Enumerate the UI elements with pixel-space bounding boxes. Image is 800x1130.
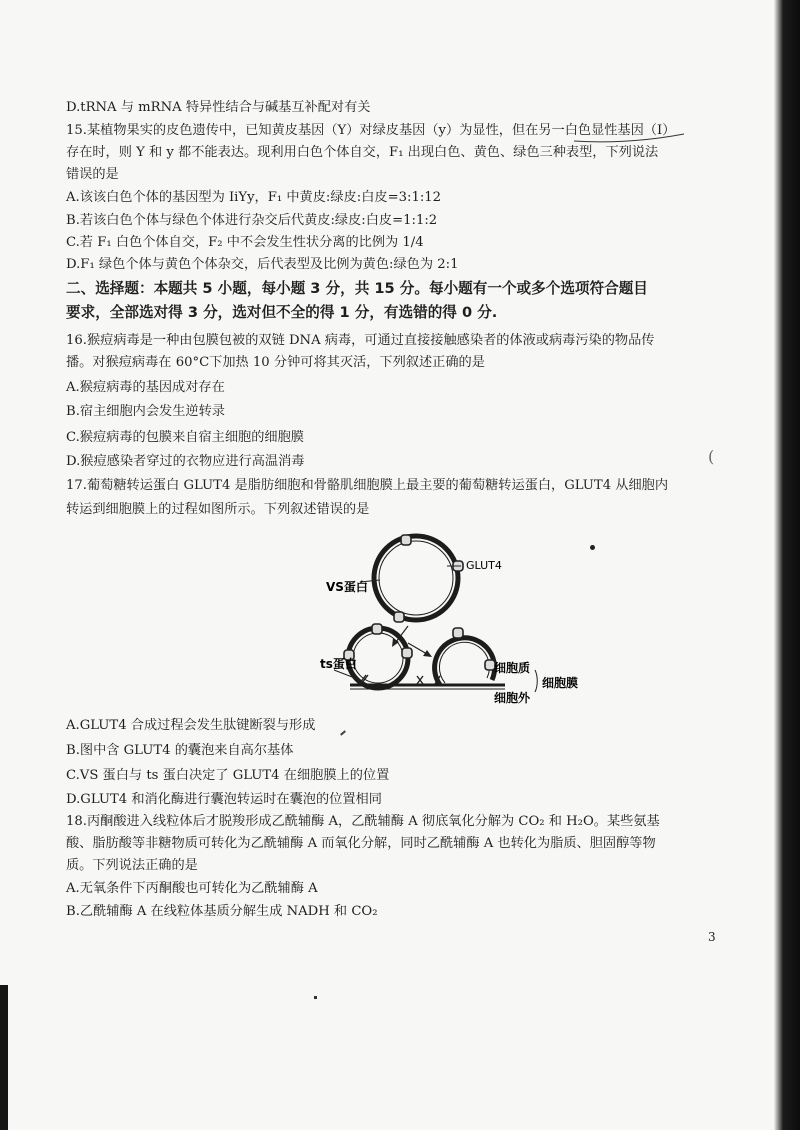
section-2-heading-line2: 要求，全部选对得 3 分，选对但不全的得 1 分，有选错的得 0 分.	[66, 304, 498, 321]
q15-option-b: B.若该白色个体与绿色个体进行杂交后代黄皮:绿皮:白皮=1:1:2	[66, 213, 438, 228]
q15-option-c: C.若 F₁ 白色个体自交，F₂ 中不会发生性状分离的比例为 1/4	[66, 235, 424, 250]
q17-option-d: D.GLUT4 和消化酶进行囊泡转运时在囊泡的位置相同	[66, 792, 382, 807]
q18-option-b: B.乙酰辅酶 A 在线粒体基质分解生成 NADH 和 CO₂	[66, 904, 378, 919]
glut4-label: GLUT4	[466, 559, 502, 572]
q14-option-d: D.tRNA 与 mRNA 特异性结合与碱基互补配对有关	[66, 100, 371, 115]
q16-option-c: C.猴痘病毒的包膜来自宿主细胞的细胞膜	[66, 430, 304, 445]
scan-speck	[314, 996, 317, 999]
ts-protein-label: ts蛋白	[320, 657, 357, 671]
q15-option-d: D.F₁ 绿色个体与黄色个体杂交，后代表型及比例为黄色:绿色为 2:1	[66, 257, 459, 272]
glut4-protein-marker	[453, 628, 463, 638]
q16-option-b: B.宿主细胞内会发生逆转录	[66, 404, 225, 419]
q16-stem-line1: 16.猴痘病毒是一种由包膜包被的双链 DNA 病毒，可通过直接接触感染者的体液或病毒污染的物品传	[66, 333, 655, 348]
scan-shadow-right	[774, 0, 800, 1130]
glut4-transport-diagram	[320, 530, 620, 710]
q15-option-a: A.该该白色个体的基因型为 IiYy，F₁ 中黄皮:绿皮:白皮=3:1:12	[66, 190, 442, 205]
scan-speck	[590, 545, 595, 550]
q18-stem-line2: 酸、脂肪酸等非糖物质可转化为乙酰辅酶 A 而氧化分解，同时乙酰辅酶 A 也转化为脂质、胆固醇等物	[66, 836, 656, 851]
vs-protein-label: VS蛋白	[326, 580, 368, 594]
scan-mark: (	[708, 447, 715, 466]
outside-label: 细胞外	[494, 691, 531, 705]
q18-stem-line1: 18.丙酮酸进入线粒体后才脱羧形成乙酰辅酶 A，乙酰辅酶 A 彻底氧化分解为 CO₂ 和 H₂O。某些氨基	[66, 814, 660, 829]
q18-option-a: A.无氧条件下丙酮酸也可转化为乙酰辅酶 A	[66, 881, 318, 896]
membrane-brace	[535, 670, 537, 692]
q17-stem-line1: 17.葡萄糖转运蛋白 GLUT4 是脂肪细胞和骨骼肌细胞膜上最主要的葡萄糖转运蛋白，GLUT4 从细胞内	[66, 478, 669, 493]
golgi-vesicle	[374, 536, 458, 620]
glut4-protein-marker	[372, 624, 382, 634]
page-number: 3	[708, 930, 716, 944]
q17-option-a: A.GLUT4 合成过程会发生肽键断裂与形成	[66, 718, 316, 733]
glut4-protein-marker	[401, 535, 411, 545]
fusing-vesicle-inner	[439, 642, 489, 683]
q15-stem-line1: 15.某植物果实的皮色遗传中，已知黄皮基因（Y）对绿皮基因（y）为显性，但在另一白色显性基因（I）	[66, 123, 676, 138]
glut4-protein-marker	[402, 648, 412, 658]
q16-stem-line2: 播。对猴痘病毒在 60°C下加热 10 分钟可将其灭活，下列叙述正确的是	[66, 355, 485, 370]
q15-stem-line2: 存在时，则 Y 和 y 都不能表达。现利用白色个体自交，F₁ 出现白色、黄色、绿色三种表型，下列说法	[66, 145, 659, 160]
arrow-right-head	[423, 650, 432, 657]
q16-option-d: D.猴痘感染者穿过的衣物应进行高温消毒	[66, 454, 305, 469]
cut-marker	[417, 676, 423, 684]
handwritten-underline	[572, 130, 688, 144]
cytoplasm-label: 细胞质	[494, 661, 531, 675]
q17-stem-line2: 转运到细胞膜上的过程如图所示。下列叙述错误的是	[66, 502, 370, 517]
q15-stem-line3: 错误的是	[66, 167, 119, 182]
scan-shadow-left	[0, 985, 8, 1130]
q17-option-c: C.VS 蛋白与 ts 蛋白决定了 GLUT4 在细胞膜上的位置	[66, 768, 390, 783]
membrane-label: 细胞膜	[542, 676, 579, 690]
q18-stem-line3: 质。下列说法正确的是	[66, 858, 198, 873]
section-2-heading-line1: 二、选择题：本题共 5 小题，每小题 3 分，共 15 分。每小题有一个或多个选项符合题目	[66, 280, 648, 297]
q16-option-a: A.猴痘病毒的基因成对存在	[66, 380, 225, 395]
glut4-protein-marker	[394, 612, 404, 622]
vesicle-inner-ring	[379, 541, 453, 615]
q17-option-b: B.图中含 GLUT4 的囊泡来自高尔基体	[66, 743, 294, 758]
docked-vesicle-inner	[353, 633, 403, 683]
underline-stroke	[574, 134, 684, 142]
